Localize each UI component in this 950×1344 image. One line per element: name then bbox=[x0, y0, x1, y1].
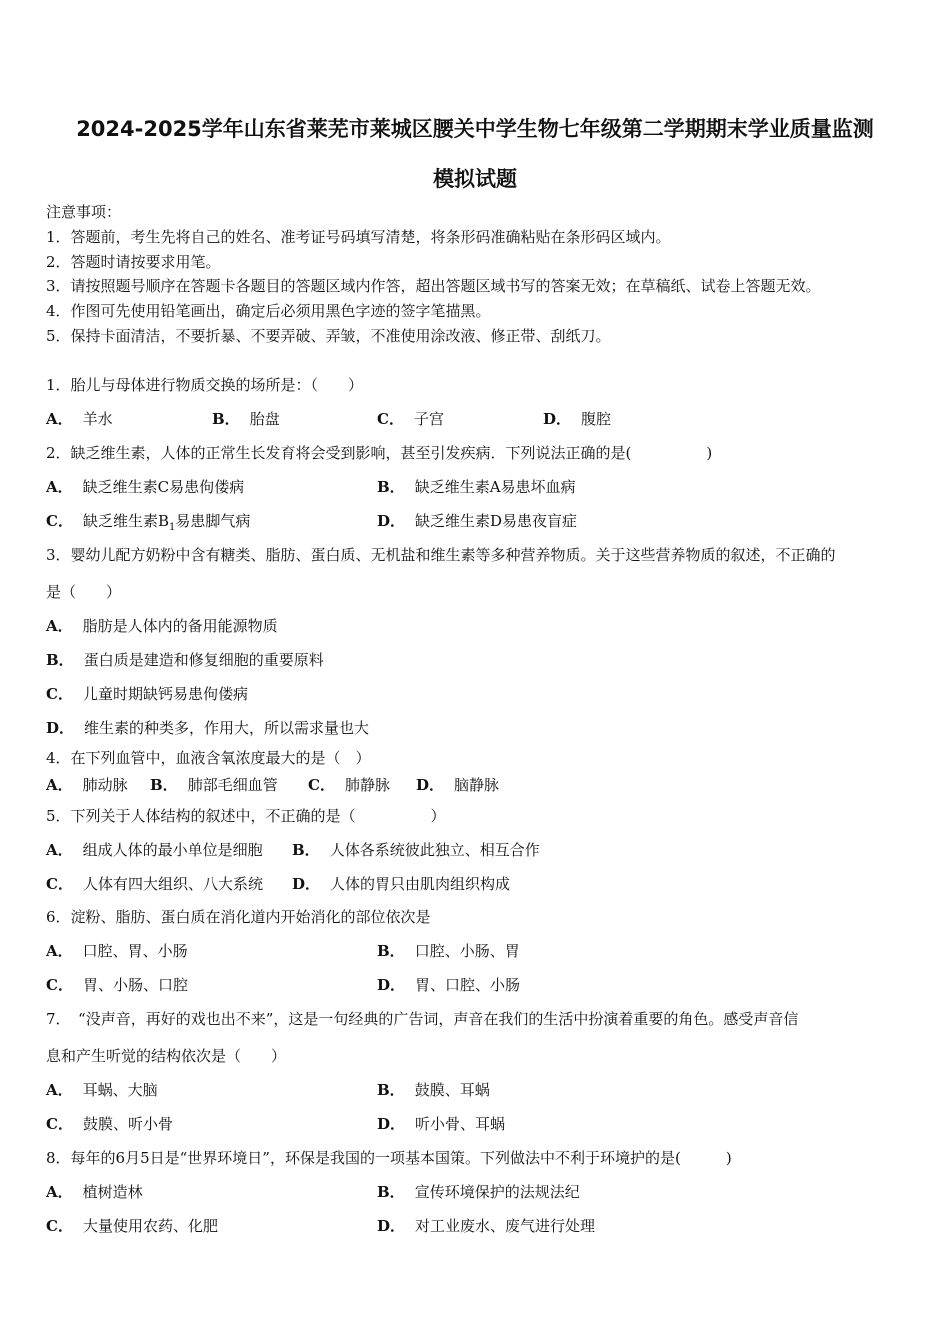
option-c: C． 儿童时期缺钙易患佝偻病 bbox=[46, 685, 248, 703]
option-c: C． 鼓膜、听小骨 bbox=[46, 1115, 173, 1133]
option-a: A． 组成人体的最小单位是细胞 bbox=[46, 841, 263, 859]
option-b: B． 人体各系统彼此独立、相互合作 bbox=[292, 841, 540, 859]
notice-item: 5．保持卡面清洁，不要折暴、不要弄破、弄皱，不准使用涂改液、修正带、刮纸刀。 bbox=[46, 327, 611, 345]
option-c: C． 人体有四大组织、八大系统 bbox=[46, 875, 263, 893]
option-b: B． 蛋白质是建造和修复细胞的重要原料 bbox=[46, 651, 324, 669]
option-b: B． 宣传环境保护的法规法纪 bbox=[377, 1183, 580, 1201]
option-b: B． 肺部毛细血管 bbox=[150, 776, 278, 794]
option-d: D． 维生素的种类多，作用大，所以需求量也大 bbox=[46, 719, 370, 737]
notice-item: 4．作图可先使用铅笔画出，确定后必须用黑色字迹的签字笔描黑。 bbox=[46, 302, 491, 320]
notice-item: 3．请按照题号顺序在答题卡各题目的答题区域内作答，超出答题区域书写的答案无效；在草稿纸、试卷上答题无效。 bbox=[46, 277, 821, 295]
option-d: D． 对工业废水、废气进行处理 bbox=[377, 1217, 596, 1235]
option-c: C． 肺静脉 bbox=[308, 776, 390, 794]
option-c: C． 大量使用农药、化肥 bbox=[46, 1217, 218, 1235]
option-c: C． 子宫 bbox=[377, 410, 444, 428]
option-d: D． 脑静脉 bbox=[416, 776, 500, 794]
option-b: B． 鼓膜、耳蜗 bbox=[377, 1081, 490, 1099]
question-stem: 1．胎儿与母体进行物质交换的场所是：（ ） bbox=[46, 376, 364, 394]
exam-title-line1: 2024-2025学年山东省莱芜市莱城区腰关中学生物七年级第二学期期末学业质量监测 bbox=[76, 117, 874, 141]
option-a: A． 耳蜗、大脑 bbox=[46, 1081, 158, 1099]
question-stem: 2．缺乏维生素，人体的正常生长发育将会受到影响，甚至引发疾病．下列说法正确的是( ) bbox=[46, 444, 713, 462]
question-stem: 6．淀粉、脂肪、蛋白质在消化道内开始消化的部位依次是 bbox=[46, 908, 431, 926]
question-stem: 8．每年的6月5日是“世界环境日”，环保是我国的一项基本国策。下列做法中不利于环境护的是( ) bbox=[46, 1149, 732, 1167]
notice-item: 2．答题时请按要求用笔。 bbox=[46, 253, 221, 271]
option-d: D． 胃、口腔、小肠 bbox=[377, 976, 521, 994]
option-b: B． 口腔、小肠、胃 bbox=[377, 942, 520, 960]
option-a: A． 植树造林 bbox=[46, 1183, 143, 1201]
option-c: C． 缺乏维生素$B_1$易患脚气病 bbox=[46, 512, 251, 533]
option-d: D． 腹腔 bbox=[543, 410, 612, 428]
option-d: D． 人体的胃只由肌肉组织构成 bbox=[292, 875, 511, 893]
notice-heading: 注意事项： bbox=[46, 203, 122, 221]
option-a: A． 羊水 bbox=[46, 410, 113, 428]
question-stem-cont: 息和产生听觉的结构依次是（ ） bbox=[46, 1047, 287, 1065]
option-a: A． 缺乏维生素C易患佝偻病 bbox=[46, 478, 245, 496]
exam-title-line2: 模拟试题 bbox=[433, 167, 517, 191]
option-a: A． 口腔、胃、小肠 bbox=[46, 942, 188, 960]
option-a: A． 肺动脉 bbox=[46, 776, 128, 794]
option-b: B． 缺乏维生素A易患坏血病 bbox=[377, 478, 576, 496]
option-c: C． 胃、小肠、口腔 bbox=[46, 976, 188, 994]
option-d: D． 听小骨、耳蜗 bbox=[377, 1115, 506, 1133]
question-stem-cont: 是（ ） bbox=[46, 583, 122, 601]
question-stem: 5．下列关于人体结构的叙述中，不正确的是（ ） bbox=[46, 807, 446, 825]
option-b: B． 胎盘 bbox=[212, 410, 280, 428]
question-stem: 4．在下列血管中，血液含氧浓度最大的是（ ） bbox=[46, 749, 371, 767]
option-d: D． 缺乏维生素D易患夜盲症 bbox=[377, 512, 578, 530]
option-a: A． 脂肪是人体内的备用能源物质 bbox=[46, 617, 278, 635]
question-stem: 3．婴幼儿配方奶粉中含有糖类、脂肪、蛋白质、无机盐和维生素等多种营养物质。关于这些营养物质的叙述，不正确的 bbox=[46, 546, 836, 564]
question-stem: 7． “没声音，再好的戏也出不来”，这是一句经典的广告词，声音在我们的生活中扮演着重要的角色。感受声音信 bbox=[46, 1010, 799, 1028]
notice-item: 1．答题前，考生先将自己的姓名、准考证号码填写清楚，将条形码准确粘贴在条形码区域内。 bbox=[46, 228, 671, 246]
